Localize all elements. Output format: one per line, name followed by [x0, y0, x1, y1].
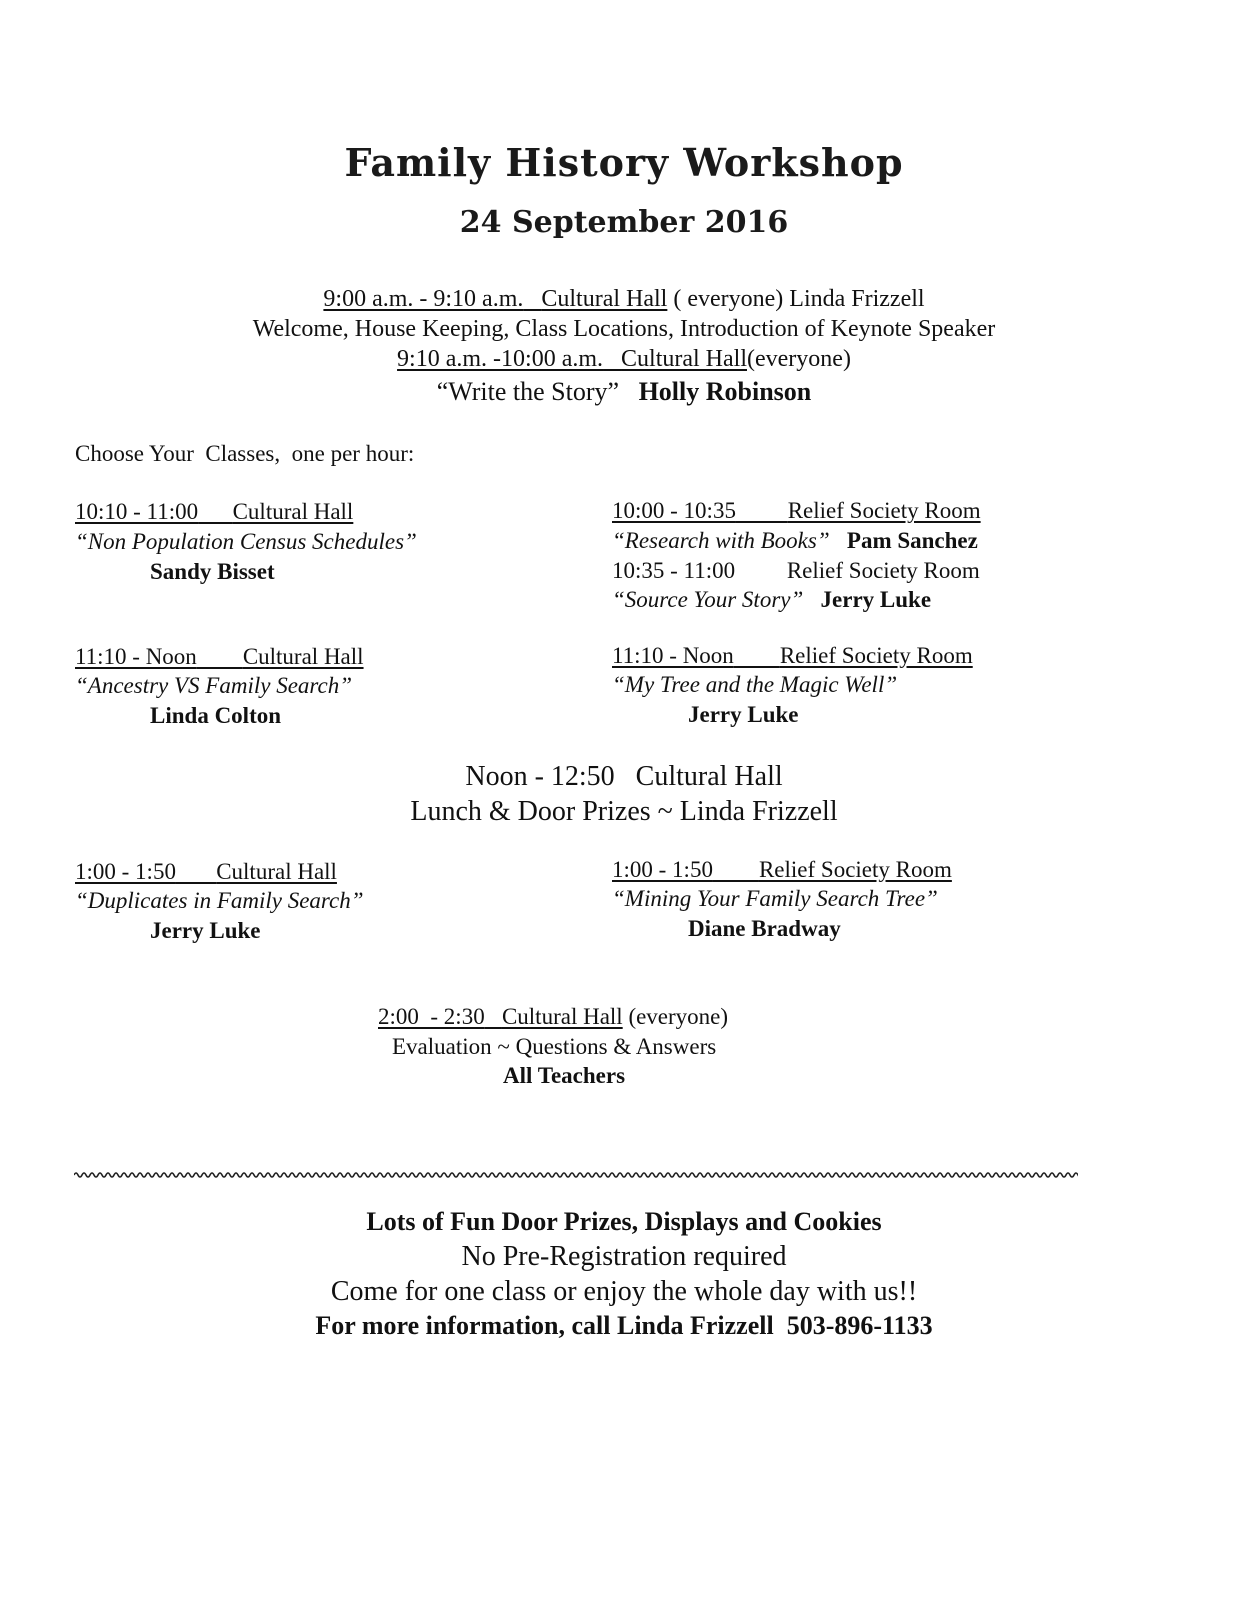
page-title: Family History Workshop: [344, 140, 904, 185]
closing-time: 2:00 - 2:30: [378, 1004, 485, 1029]
keynote-title: “Write the Story”: [436, 377, 620, 406]
session-b-line: [612, 528, 978, 554]
session-a-room: Cultural Hall: [232, 499, 354, 524]
session-g-room: Relief Society Room: [758, 857, 952, 882]
session-g-header: [612, 857, 952, 883]
keynote-speaker: Holly Robinson: [638, 377, 812, 406]
closing-description: Evaluation ~ Questions & Answers: [392, 1034, 717, 1059]
session-b-room: Relief Society Room: [787, 498, 981, 523]
lunch-time: Noon - 12:50 Cultural Hall: [465, 761, 783, 792]
session-d-speaker: Linda Colton: [150, 703, 282, 728]
opening-slot-2-time: 9:10 a.m. -10:00 a.m.: [397, 346, 604, 372]
session-e-room: Relief Society Room: [779, 643, 973, 668]
session-e-time: 11:10 - Noon: [612, 643, 734, 668]
session-g-title: “Mining Your Family Search Tree”: [612, 886, 938, 911]
lunch-description: Lunch & Door Prizes ~ Linda Frizzell: [410, 796, 838, 827]
session-f-speaker: Jerry Luke: [150, 918, 261, 943]
session-b-speaker: Pam Sanchez: [846, 528, 978, 553]
session-d-room: Cultural Hall: [242, 644, 364, 669]
opening-description: Welcome, House Keeping, Class Locations, Introduction of Keynote Speaker: [252, 316, 996, 342]
footer-registration: No Pre-Registration required: [461, 1241, 787, 1272]
closing-tail: (everyone): [628, 1004, 729, 1029]
session-a-header: [75, 499, 353, 525]
session-f-title: “Duplicates in Family Search”: [75, 888, 364, 913]
session-a-speaker: Sandy Bisset: [150, 559, 275, 584]
session-d-header: [75, 644, 364, 670]
session-c-title: “Source Your Story”: [612, 587, 804, 612]
session-c-header: [612, 558, 980, 584]
session-f-room: Cultural Hall: [216, 859, 337, 884]
session-f-time: 1:00 - 1:50: [75, 859, 176, 884]
footer-invite: Come for one class or enjoy the whole day with us!!: [330, 1276, 918, 1307]
session-b-title: “Research with Books”: [612, 528, 830, 553]
session-e-header: [612, 643, 973, 669]
session-e-title: “My Tree and the Magic Well”: [612, 672, 898, 697]
session-d-time: 11:10 - Noon: [75, 644, 197, 669]
footer-highlight: Lots of Fun Door Prizes, Displays and Cookies: [366, 1207, 882, 1236]
keynote: [0, 377, 1248, 407]
session-a-title: “Non Population Census Schedules”: [75, 529, 417, 554]
footer-contact: For more information, call Linda Frizzell 503-896-1133: [315, 1311, 933, 1340]
closing-header: [378, 1004, 728, 1030]
opening-slot-1: [0, 286, 1248, 313]
opening-slot-1-time: 9:00 a.m. - 9:10 a.m.: [323, 286, 524, 312]
session-g-time: 1:00 - 1:50: [612, 857, 713, 882]
session-c-speaker: Jerry Luke: [820, 587, 932, 612]
closing-teachers: All Teachers: [503, 1063, 626, 1088]
session-c-time: 10:35 - 11:00: [612, 558, 736, 583]
opening-slot-2-tail: (everyone): [747, 346, 851, 372]
wavy-divider: [74, 1170, 1078, 1180]
session-g-speaker: Diane Bradway: [688, 916, 841, 941]
opening-slot-2: [0, 346, 1248, 373]
session-a-time: 10:10 - 11:00: [75, 499, 199, 524]
opening-slot-2-room: Cultural Hall: [621, 346, 747, 372]
closing-room: Cultural Hall: [501, 1004, 623, 1029]
opening-slot-1-room: Cultural Hall: [541, 286, 668, 312]
page-date: 24 September 2016: [459, 205, 789, 240]
session-b-time: 10:00 - 10:35: [612, 498, 736, 523]
session-e-speaker: Jerry Luke: [688, 702, 799, 727]
session-d-title: “Ancestry VS Family Search”: [75, 673, 353, 698]
choose-classes-label: Choose Your Classes, one per hour:: [75, 441, 415, 466]
session-b-header: [612, 498, 981, 524]
session-c-room: Relief Society Room: [786, 558, 980, 583]
session-f-header: [75, 859, 337, 885]
session-c-line: [612, 587, 931, 613]
opening-slot-1-tail: ( everyone) Linda Frizzell: [673, 286, 925, 312]
